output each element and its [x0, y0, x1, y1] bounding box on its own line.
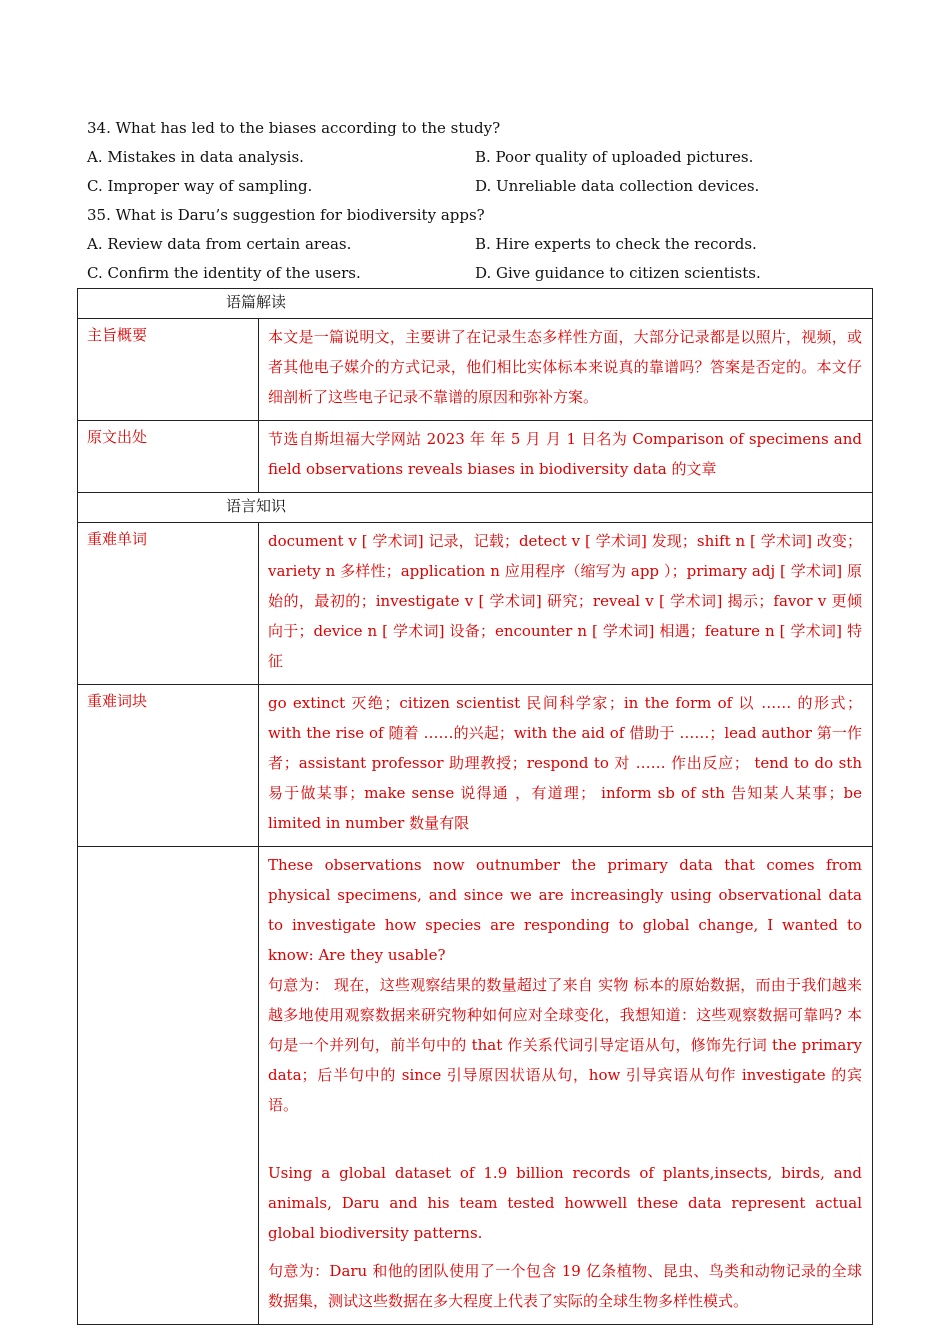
row-label-source: 原文出处	[78, 421, 259, 493]
table-row	[78, 523, 873, 685]
question-34-options-row-1	[87, 143, 877, 172]
sentence-2-english: Using a global dataset of 1.9 billion records of plants,insects, birds, and animals, Daru and his team tested howwell these data represent actual global biodiversity patterns.	[268, 1164, 862, 1242]
table-row	[78, 289, 873, 319]
option-a: A. Mistakes in data analysis.	[87, 148, 304, 166]
sentence-2-translation: 句意为：Daru 和他的团队使用了一个包含 19 亿条植物、昆虫、鸟类和动物记录的全球数据集，测试这些数据在多大程度上代表了实际的全球生物多样性模式。	[268, 1262, 862, 1310]
analysis-table	[77, 288, 873, 1325]
row-label-phrases: 重难词块	[78, 685, 259, 847]
table-row	[78, 493, 873, 523]
question-text: What is Daru’s suggestion for biodiversity apps?	[115, 206, 485, 224]
option-c: C. Confirm the identity of the users.	[87, 264, 361, 282]
phrases-text: go extinct 灭绝；citizen scientist 民间科学家；in the form of 以 …… 的形式；with the rise of 随着 ……的兴起；with the aid of 借助于 ……；lead author 第一作者；assistant professor 助理教授；respond to 对 …… 作出反应； tend to do sth 易于做某事；make sense 说得通 ，有道理； inform sb of sth 告知某人某事；be limited in number 数量有限	[259, 685, 873, 847]
row-label-main-idea: 主旨概要	[78, 319, 259, 421]
option-b: B. Hire experts to check the records.	[475, 235, 757, 253]
main-idea-text: 本文是一篇说明文，主要讲了在记录生态多样性方面，大部分记录都是以照片，视频，或者其他电子媒介的方式记录，他们相比实体标本来说真的靠谱吗？答案是否定的。本文仔细剖析了这些电子记录不靠谱的原因和弥补方案。	[259, 319, 873, 421]
table-row	[78, 847, 873, 1325]
question-number: 35.	[87, 206, 111, 224]
row-label-sentences	[78, 847, 259, 1325]
option-b: B. Poor quality of uploaded pictures.	[475, 148, 754, 166]
question-text: What has led to the biases according to the study?	[115, 119, 501, 137]
question-35-options-row-1	[87, 230, 877, 259]
row-label-vocab: 重难单词	[78, 523, 259, 685]
question-35-stem	[87, 201, 877, 230]
option-a: A. Review data from certain areas.	[87, 235, 352, 253]
spacer	[268, 1248, 862, 1256]
option-d: D. Give guidance to citizen scientists.	[475, 264, 761, 282]
question-number: 34.	[87, 119, 111, 137]
questions-block	[87, 114, 877, 288]
option-d: D. Unreliable data collection devices.	[475, 177, 760, 195]
sentence-1-english: These observations now outnumber the primary data that comes from physical specimens, and since we are increasingly using observational data to investigate how species are responding to global change, I wanted to know: Are they usable?	[268, 856, 862, 964]
question-35-options-row-2	[87, 259, 877, 288]
sentences-cell	[259, 847, 873, 1325]
source-text: 节选自斯坦福大学网站 2023 年 年 5 月 月 1 日名为 Comparison of specimens and field observations reveals biases in biodiversity data 的文章	[259, 421, 873, 493]
table-row	[78, 685, 873, 847]
table-row	[78, 421, 873, 493]
spacer	[268, 1120, 862, 1158]
table-row	[78, 319, 873, 421]
vocab-text: document v [ 学术词] 记录，记载；detect v [ 学术词] 发现；shift n [ 学术词] 改变；variety n 多样性；application n 应用程序（缩写为 app ）；primary adj [ 学术词] 原始的，最初的；investigate v [ 学术词] 研究；reveal v [ 学术词] 揭示；favor v 更倾向于；device n [ 学术词] 设备；encounter n [ 学术词] 相遇；feature n [ 学术词] 特征	[259, 523, 873, 685]
sentence-1-translation: 句意为： 现在，这些观察结果的数量超过了来自 实物 标本的原始数据，而由于我们越来越多地使用观察数据来研究物种如何应对全球变化，我想知道：这些观察数据可靠吗? 本句是一个并列句，前半句中的 that 作关系代词引导定语从句，修饰先行词 the primary data；后半句中的 since 引导原因状语从句，how 引导宾语从句作 investigate 的宾语。	[268, 976, 862, 1114]
section-title-discourse: 语篇解读	[78, 289, 873, 319]
option-c: C. Improper way of sampling.	[87, 177, 313, 195]
question-34-options-row-2	[87, 172, 877, 201]
question-34-stem	[87, 114, 877, 143]
section-title-language: 语言知识	[78, 493, 873, 523]
